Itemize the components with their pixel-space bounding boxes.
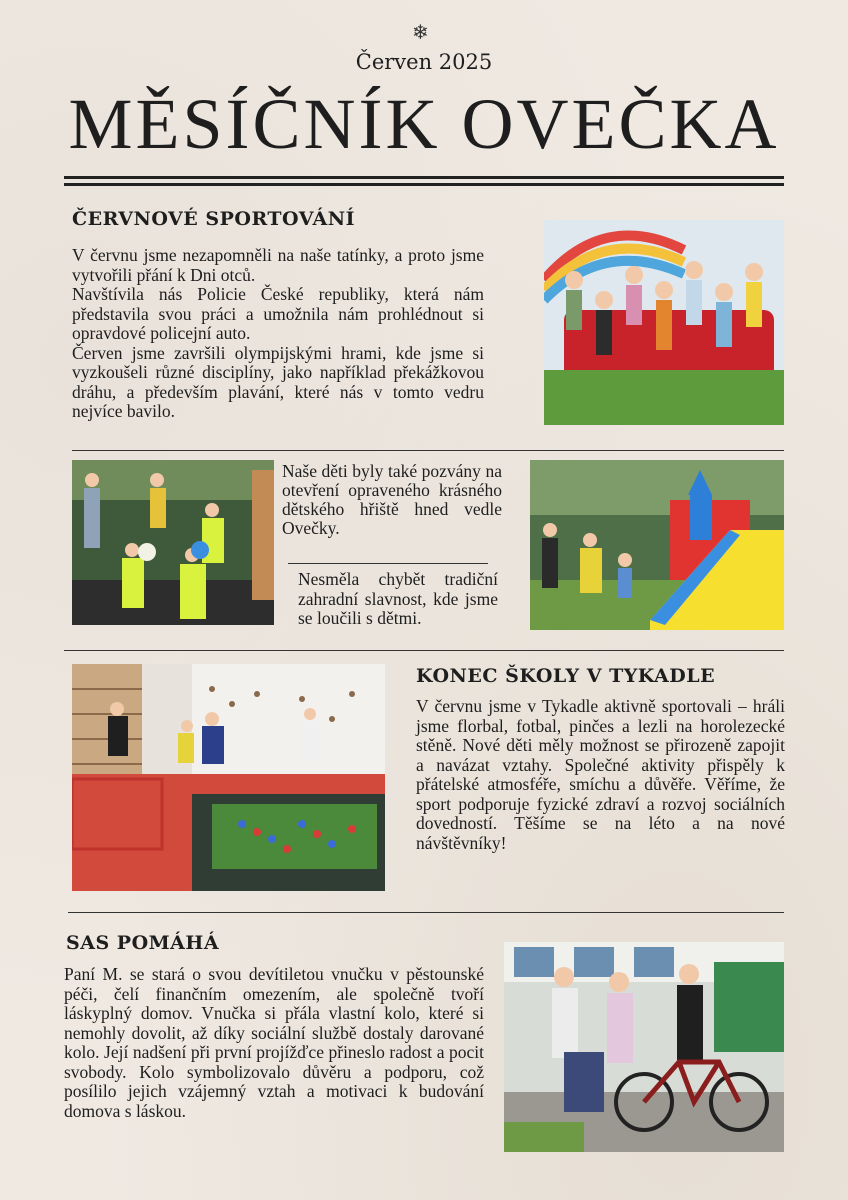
- paragraph-tykadlo: V červnu jsme v Tykadle aktivně sportovali – hráli jsme florbal, fotbal, pinčes a lezli na horolezecké stěně. Nové děti měly možnost se přirozeně zapojit a navázat vztahy. Společné aktivity přispěly k přátelské atmosféře, smíchu a důvěře. Věříme, že sport podporuje fyzické zdraví a rozvoj sociálních dovedností. Těšíme se na léto a na nové návštěvníky!: [416, 696, 785, 853]
- playground-text: [282, 462, 502, 538]
- photo-children-group: [544, 220, 784, 425]
- section-text-sports: [72, 246, 484, 422]
- photo-tykadlo-gym: [72, 664, 385, 891]
- section-heading-sports: ČERVNOVÉ SPORTOVÁNÍ: [72, 208, 356, 230]
- section-divider-3: [68, 912, 784, 913]
- paragraph-police: Navštívila nás Policie České republiky, která nám představila svou práci a umožnila nám prohlédnout si opravdové policejní auto.: [72, 284, 484, 343]
- masthead-rule-top: [64, 176, 784, 179]
- photo-garden-party: [530, 460, 784, 630]
- paragraph-garden-party: Nesměla chybět tradiční zahradní slavnost, kde jsme se loučili s dětmi.: [298, 569, 498, 628]
- snowflake-icon: ❄: [412, 20, 429, 44]
- photo-donated-bike: [504, 942, 784, 1152]
- masthead-rule-bottom: [64, 183, 784, 186]
- inner-divider: [288, 563, 488, 564]
- section-divider-1: [72, 450, 784, 451]
- sas-text: [64, 965, 484, 1121]
- paragraph-playground: Naše děti byly také pozvány na otevření opraveného krásného dětského hřiště hned vedle Ovečky.: [282, 461, 502, 538]
- paragraph-fathers-day: V červnu jsme nezapomněli na naše tatínky, a proto jsme vytvořili přání k Dni otců.: [72, 245, 484, 285]
- photo-playground-opening: [72, 460, 274, 625]
- paragraph-olympics: Červen jsme završili olympijskými hrami, kde jsme si vyzkoušeli různé disciplíny, jako například překážkovou dráhu, a především plavání, které nás v tomto vedru nejvíce bavilo.: [72, 342, 484, 421]
- issue-month: Červen 2025: [355, 50, 493, 74]
- newsletter-title: MĚSÍČNÍK OVEČKA: [68, 84, 780, 164]
- section-heading-sas: SAS POMÁHÁ: [66, 932, 220, 954]
- garden-party-text: [298, 570, 498, 629]
- section-divider-2: [64, 650, 784, 651]
- paragraph-sas: Paní M. se stará o svou devítiletou vnučku v pěstounské péči, čelí finančním omezením, ale společně tvoří láskyplný domov. Vnučka si přála vlastní kolo, které si nemohly dovolit, až díky sociální službě dostaly darované kolo. Její nadšení při první projížďce přineslo radost a pocit svobody. Kolo symbolizovalo důvěru a podporu, což posílilo jejich vzájemný vztah a motivaci k budování domova s láskou.: [64, 964, 484, 1121]
- tykadlo-text: [416, 697, 785, 853]
- section-heading-tykadlo: KONEC ŠKOLY V TYKADLE: [416, 665, 716, 687]
